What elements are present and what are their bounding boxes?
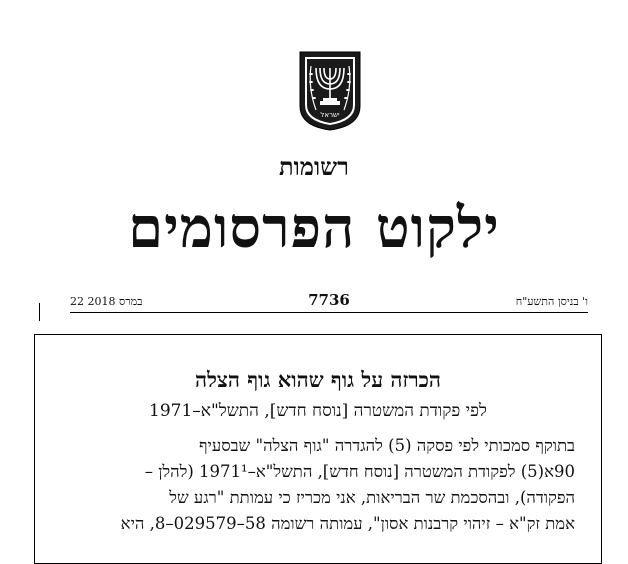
notice-body-line: 90א(5) לפקודת המשטרה [נוסח חדש], התשל"א–1971¹ (להלן – [144,462,575,481]
israel-emblem-icon [296,48,364,132]
israel-emblem [296,48,364,132]
notice-body-line: בתוקף סמכותי לפי פסקה (5) להגדרה "גוף הצלה" שבסעיף [199,436,575,455]
issue-header [70,293,588,311]
notice-title: הכרזה על גוף שהוא גוף הצלה [194,367,441,392]
header-rule [70,312,588,313]
notice-box [34,334,602,564]
emblem-inscription: ישראל [320,111,340,119]
gregorian-date: 22 במרס 2018 [70,295,143,308]
hebrew-date: ו' בניסן התשע"ח [515,295,588,308]
gazette-title: ילקוט הפרסומים [128,195,500,261]
notice-subtitle: לפי פקודת המשטרה [נוסח חדש], התשל"א–1971 [149,401,487,421]
margin-mark [39,303,40,321]
issue-number: 7736 [308,291,350,309]
gazette-subtitle: רשומות [279,152,349,181]
notice-body-line: אמת זק"א – זיהוי קרבנות אסון", עמותה רשומה 58–029579–8, היא [120,514,575,533]
notice-body [63,433,575,537]
notice-body-line: הפקודה), ובהסכמת שר הבריאות, אני מכריז כי עמותת "רגע של [169,488,575,507]
